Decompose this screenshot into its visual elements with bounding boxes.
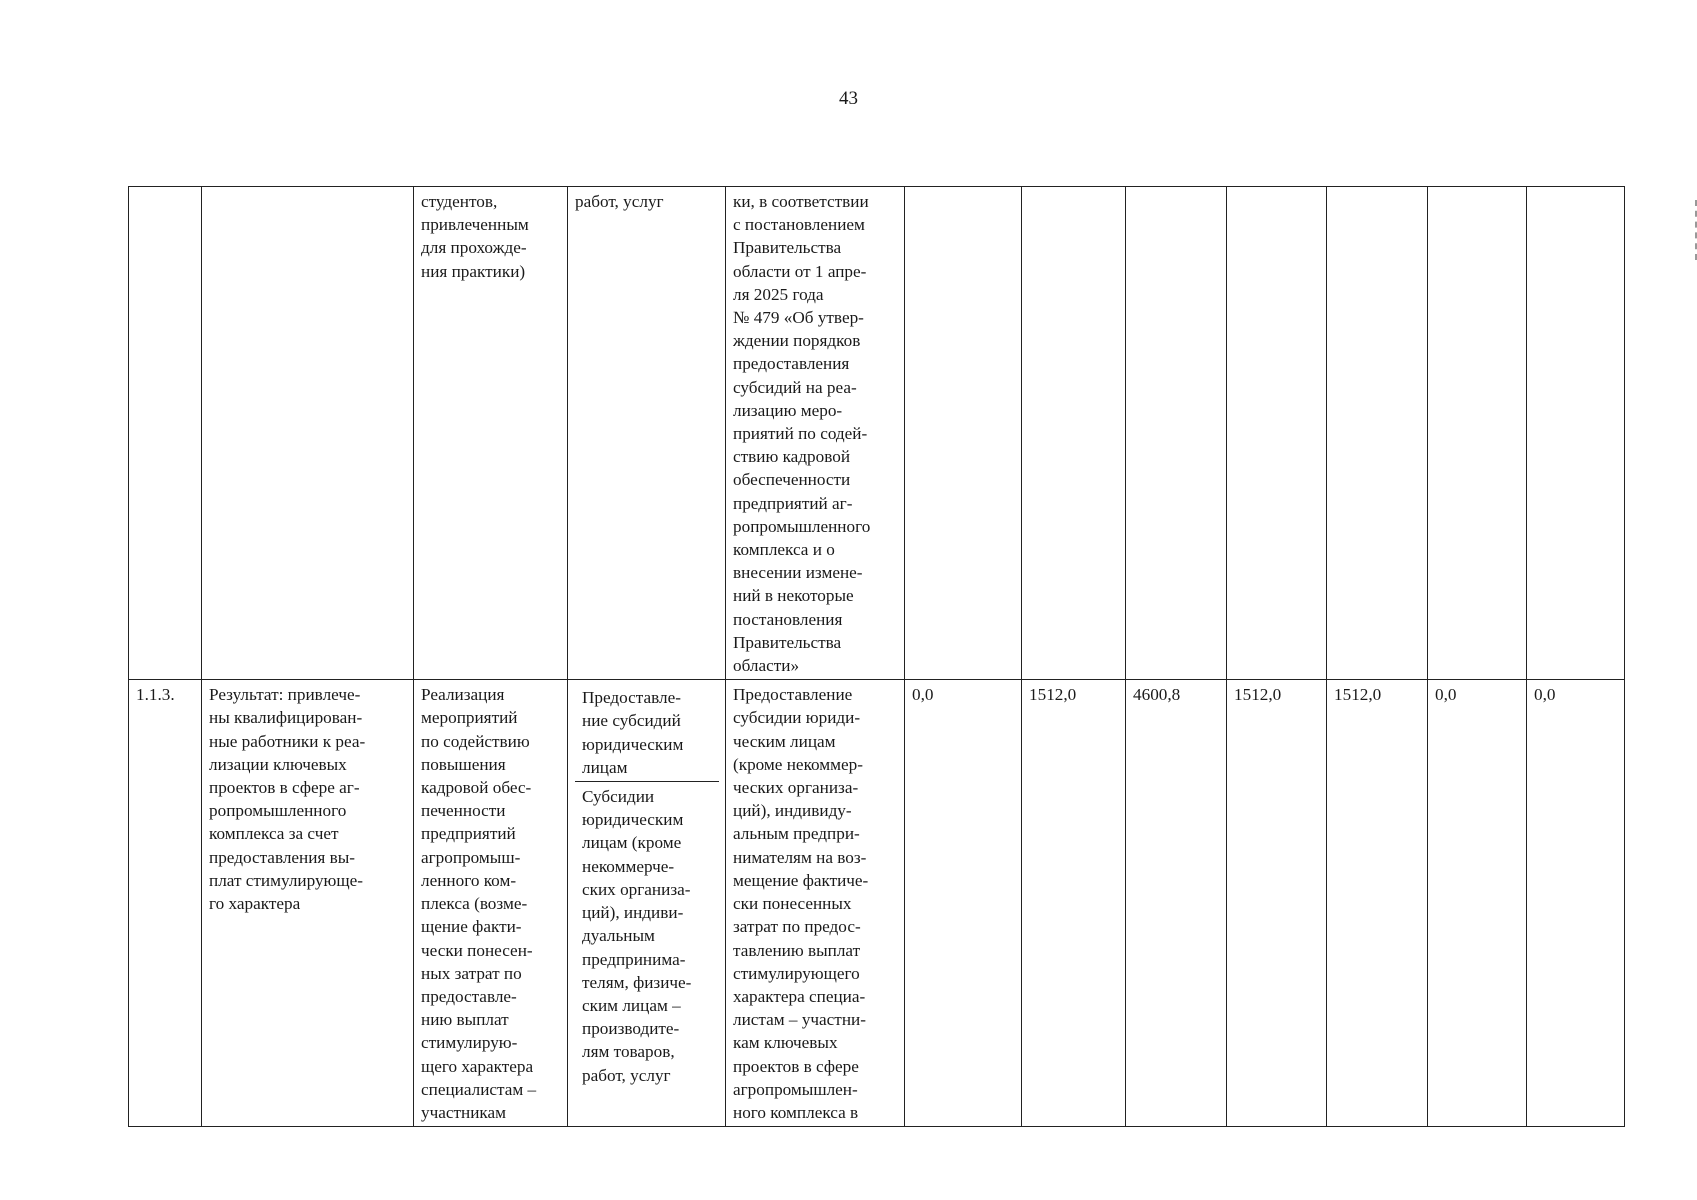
value-text: 0,0 xyxy=(912,685,934,705)
text-line: лям товаров, xyxy=(582,1042,675,1062)
text-line: обеспеченности xyxy=(733,470,851,490)
text-line: ждении порядков xyxy=(733,331,861,351)
text-line: (кроме некоммер- xyxy=(733,754,864,774)
value-cell xyxy=(1527,187,1625,680)
text-line: ны квалифицирован- xyxy=(209,708,363,728)
value-cell xyxy=(1327,187,1428,680)
text-line: ческих организа- xyxy=(733,778,859,798)
value-text: 1512,0 xyxy=(1234,685,1282,705)
text-line: ние субсидий xyxy=(582,711,681,731)
text-line: повышения xyxy=(421,754,506,774)
text-line: ским лицам – xyxy=(582,995,681,1015)
text-line: субсидий на реа- xyxy=(733,377,857,397)
value-text: 4600,8 xyxy=(1133,685,1181,705)
text-line: лицам xyxy=(582,757,628,777)
value-cell xyxy=(1527,680,1625,1127)
value-text: 1512,0 xyxy=(1334,685,1382,705)
text-line: листам – участни- xyxy=(733,1010,866,1030)
text-line: производите- xyxy=(582,1019,680,1039)
value-cell xyxy=(1126,680,1227,1127)
text-line: предпринима- xyxy=(582,949,686,969)
measure-type-top xyxy=(575,683,719,782)
text-line: участникам xyxy=(421,1102,506,1122)
value-cell xyxy=(905,187,1022,680)
text-line: проектов в сфере xyxy=(733,1056,859,1076)
text-line: проектов в сфере аг- xyxy=(209,778,360,798)
text-line: комплекса за счет xyxy=(209,824,339,844)
text-line: ные работники к реа- xyxy=(209,731,366,751)
text-line: ний в некоторые xyxy=(733,586,854,606)
text-line: приятий по содей- xyxy=(733,424,868,444)
text-line: стимулирую- xyxy=(421,1033,518,1053)
result-cell xyxy=(202,680,414,1127)
text-line: ческим лицам xyxy=(733,731,836,751)
page-number: 43 xyxy=(839,88,858,109)
text-line: затрат по предос- xyxy=(733,917,861,937)
text-line: лизацию меро- xyxy=(733,400,843,420)
text-line: № 479 «Об утвер- xyxy=(733,308,864,328)
text-line: ций), индиви- xyxy=(582,903,684,923)
text-line: работ, услуг xyxy=(582,1065,671,1085)
text-line: кам ключевых xyxy=(733,1033,838,1053)
text-line: плекса (возме- xyxy=(421,894,528,914)
value-text: 1512,0 xyxy=(1029,685,1077,705)
text-line: ских организа- xyxy=(582,879,691,899)
text-line: ки, в соответствии xyxy=(733,192,869,211)
description-cell xyxy=(726,680,905,1127)
text-line: ного комплекса в xyxy=(733,1102,859,1122)
measure-type-bottom xyxy=(575,782,719,1089)
value-cell xyxy=(905,680,1022,1127)
text-line: ных затрат по xyxy=(421,963,522,983)
text-line: ций), индивиду- xyxy=(733,801,852,821)
code-cell xyxy=(129,680,202,1127)
text-line: ропромышленного xyxy=(209,801,347,821)
text-line: лизации ключевых xyxy=(209,754,347,774)
value-cell xyxy=(1022,187,1126,680)
text-line: привлеченным xyxy=(421,215,529,235)
value-cell xyxy=(1327,680,1428,1127)
value-cell xyxy=(1428,187,1527,680)
activity-cell xyxy=(414,187,568,680)
text-line: постановления xyxy=(733,609,843,629)
text-line: тавлению выплат xyxy=(733,940,861,960)
text-line: стимулирующего xyxy=(733,963,860,983)
text-line: для прохожде- xyxy=(421,238,527,258)
value-cell xyxy=(1022,680,1126,1127)
value-cell xyxy=(1428,680,1527,1127)
text-line: Правительства xyxy=(733,238,842,258)
text-line: дуальным xyxy=(582,926,655,946)
activity-cell xyxy=(414,680,568,1127)
text-line: телям, физиче- xyxy=(582,972,692,992)
value-cell xyxy=(1227,187,1327,680)
text-line: работ, услуг xyxy=(575,192,664,211)
text-line: лицам (кроме xyxy=(582,833,682,853)
text-line: ленного ком- xyxy=(421,870,517,890)
text-line: ствию кадровой xyxy=(733,447,851,467)
code-cell xyxy=(129,187,202,680)
text-line: комплекса и о xyxy=(733,540,835,560)
scan-edge-mark xyxy=(1692,200,1697,260)
value-cell xyxy=(1227,680,1327,1127)
text-line: с постановлением xyxy=(733,215,865,235)
text-line: плат стимулирующе- xyxy=(209,870,363,890)
value-text: 0,0 xyxy=(1435,685,1457,705)
text-line: агропромышлен- xyxy=(733,1079,858,1099)
result-cell xyxy=(202,187,414,680)
text-line: нимателям на воз- xyxy=(733,847,867,867)
text-line: Предоставление xyxy=(733,685,853,705)
text-line: агропромыш- xyxy=(421,847,521,867)
measure-type-cell xyxy=(568,680,726,1127)
text-line: Субсидии xyxy=(582,787,655,807)
text-line: щего характера xyxy=(421,1056,534,1076)
text-line: го характера xyxy=(209,894,301,914)
text-line: Правительства xyxy=(733,632,842,652)
text-line: кадровой обес- xyxy=(421,778,532,798)
text-line: области от 1 апре- xyxy=(733,261,867,281)
text-line: по содействию xyxy=(421,731,530,751)
text-line: специалистам – xyxy=(421,1079,537,1099)
description-cell xyxy=(726,187,905,680)
text-line: предоставле- xyxy=(421,986,517,1006)
text-line: предприятий xyxy=(421,824,516,844)
table-row xyxy=(129,680,1625,1127)
text-line: предприятий аг- xyxy=(733,493,853,513)
text-line: мещение фактиче- xyxy=(733,870,869,890)
text-line: нию выплат xyxy=(421,1010,509,1030)
text-line: альным предпри- xyxy=(733,824,860,844)
table-row xyxy=(129,187,1625,680)
text-line: мероприятий xyxy=(421,708,518,728)
text-line: ния практики) xyxy=(421,261,526,281)
value-text: 0,0 xyxy=(1534,685,1556,705)
text-line: характера специа- xyxy=(733,986,866,1006)
item-code: 1.1.3. xyxy=(136,685,175,705)
value-cell xyxy=(1126,187,1227,680)
text-line: ропромышленного xyxy=(733,516,871,536)
text-line: внесении измене- xyxy=(733,563,863,583)
text-line: печенности xyxy=(421,801,506,821)
text-line: предоставления xyxy=(733,354,850,374)
text-line: предоставления вы- xyxy=(209,847,356,867)
text-line: Реализация xyxy=(421,685,505,705)
text-line: Предоставле- xyxy=(582,688,681,708)
text-line: юридическим xyxy=(582,810,684,830)
text-line: юридическим xyxy=(582,734,684,754)
text-line: ски понесенных xyxy=(733,894,852,914)
text-line: области» xyxy=(733,656,800,676)
text-line: студентов, xyxy=(421,192,498,211)
text-line: щение факти- xyxy=(421,917,522,937)
text-line: чески понесен- xyxy=(421,940,533,960)
text-line: некоммерче- xyxy=(582,856,675,876)
text-line: Результат: привлече- xyxy=(209,685,361,705)
measure-type-cell xyxy=(568,187,726,680)
program-table xyxy=(128,186,1625,1127)
text-line: субсидии юриди- xyxy=(733,708,861,728)
text-line: ля 2025 года xyxy=(733,284,824,304)
